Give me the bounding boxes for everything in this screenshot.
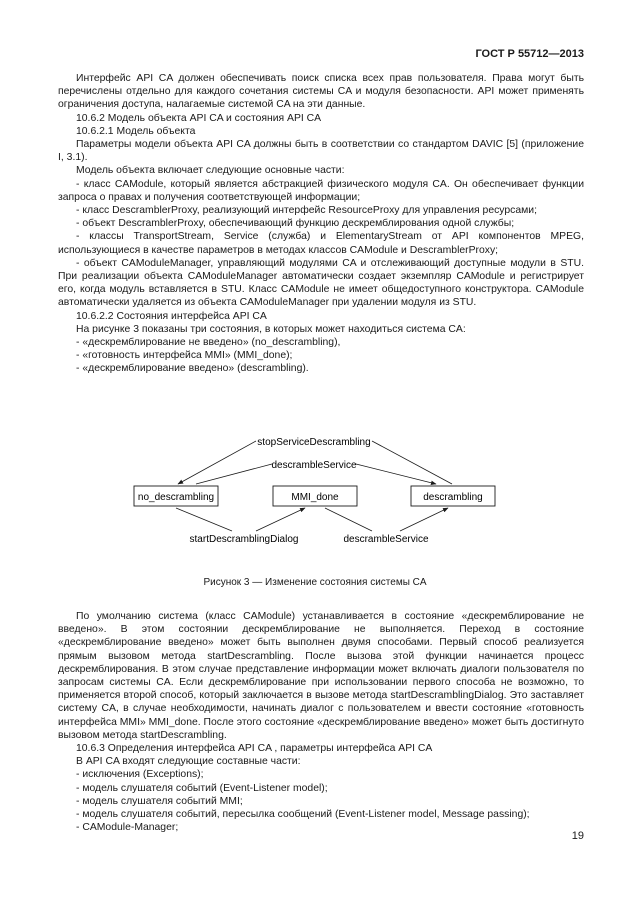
paragraph: - классы TransportStream, Service (служба) и ElementaryStream от API компонентов MPEG, использующиеся в качестве параметров в методах классов CAModule и DescramblerProxy; — [58, 231, 584, 256]
transition-label: startDescramblingDialog — [189, 534, 299, 545]
paragraph: В API CA входят следующие составные части: — [76, 756, 301, 768]
paragraph: По умолчанию система (класс CAModule) устанавливается в состояние «дескремблирование не введено». В этом состоянии дескремблирование не выполняется. Переход в состояние «дескремблирование введено» может быть выполнен двумя способами. Первый способ реализуется прямым вызовом метода startDescrambling. После вызова этой функции начинается процесс дескремблирования. В этом случае представление информации может включать диалоги пользователя по запросам системы CA. Если дескремблирование при использовании первого способа не возможно, то применяется второй способ, который заключается в вызове метода startDescramblingDialog. Это заставляет систему CA, в случае необходимости, начинать диалог с пользователем и ввести состояние «готовность интерфейса MMI» MMI_done. После этого состояние «дескремблирование введено» может быть достигнуто вызовом метода startDescrambling. — [58, 611, 584, 741]
state-diagram — [0, 430, 630, 550]
paragraph: - объект CAModuleManager, управляющий модулями CA и отслеживающий доступные модули в STU. При реализации объекта CAModuleManager автоматически создает экземпляр CAModule и регистрирует его, когда модуль вставляется в STU. Класс CAModule не имеет общедоступного конструктора. CAModule автоматически удаляется из объекта CAModuleManager при удалении модуля из STU. — [58, 257, 584, 309]
body-text-top — [58, 72, 584, 376]
paragraph: - CAModule-Manager; — [76, 822, 179, 834]
transition-label: descrambleService — [343, 534, 429, 545]
paragraph: Модель объекта включает следующие основные части: — [76, 165, 345, 177]
transition-line — [176, 508, 232, 531]
paragraph: 10.6.3 Определения интерфейса API CA , параметры интерфейса API CA — [76, 743, 433, 755]
paragraph: - модель слушателя событий MMI; — [76, 795, 243, 807]
paragraph: - класс CAModule, который является абстракцией физического модуля CA. Он обеспечивает функции запроса о правах и получения соответствующей информации; — [58, 178, 584, 203]
transition-line — [196, 464, 272, 484]
paragraph: 10.6.2 Модель объекта API CA и состояния API CA — [76, 112, 322, 124]
state-label: no_descrambling — [137, 492, 215, 503]
paragraph: - «дескремблирование не введено» (no_descrambling), — [76, 337, 341, 349]
transition-arrow — [400, 508, 448, 531]
transition-label: descrambleService — [271, 460, 357, 471]
transition-arrow — [356, 464, 436, 484]
paragraph: Интерфейс API CA должен обеспечивать поиск списка всех прав пользователя. Права могут быть перечислены отдельно для каждого сочетания системы CA и модуля безопасности. API может применять ограничения доступа, налагаемые системой CA на эти данные. — [58, 73, 584, 111]
standard-header: ГОСТ Р 55712—2013 — [475, 48, 584, 60]
paragraph: - «дескремблирование введено» (descrambling). — [76, 363, 309, 375]
state-label: descrambling — [423, 492, 483, 503]
paragraph: - исключения (Exceptions); — [76, 769, 204, 781]
page-number: 19 — [571, 830, 584, 842]
transition-arrow — [178, 441, 256, 484]
transition-line — [325, 508, 372, 531]
paragraph: - «готовность интерфейса MMI» (MMI_done); — [76, 350, 293, 362]
paragraph: Параметры модели объекта API CA должны быть в соответствии со стандартом DAVIC [5] (приложение I, 3.1). — [58, 139, 584, 164]
body-text-bottom — [58, 610, 584, 834]
transition-line — [372, 441, 452, 484]
paragraph: 10.6.2.2 Состояния интерфейса API CA — [76, 310, 267, 322]
state-label: MMI_done — [291, 492, 339, 503]
paragraph: - модель слушателя событий (Event-Listener model); — [76, 782, 328, 794]
paragraph: - класс DescramblerProxy, реализующий интерфейс ResourceProxy для управления ресурсами; — [76, 205, 537, 217]
paragraph: 10.6.2.1 Модель объекта — [76, 125, 196, 137]
transition-label: stopServiceDescrambling — [257, 437, 371, 448]
transition-arrow — [256, 508, 305, 531]
paragraph: На рисунке 3 показаны три состояния, в которых может находиться система CA: — [76, 323, 466, 335]
paragraph: - модель слушателя событий, пересылка сообщений (Event-Listener model, Message passing); — [76, 809, 530, 821]
figure-caption: Рисунок 3 — Изменение состояния системы CA — [203, 577, 427, 588]
paragraph: - объект DescramblerProxy, обеспечивающий функцию дескремблирования одной службы; — [76, 218, 515, 230]
